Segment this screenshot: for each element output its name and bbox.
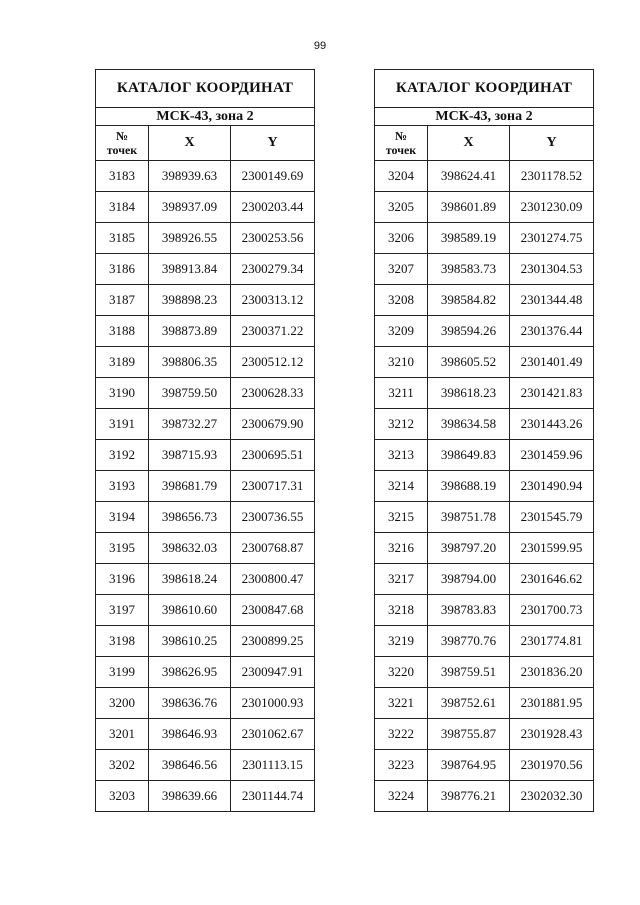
table-row <box>96 595 315 626</box>
point-number-cell: 3209 <box>375 316 428 347</box>
y-coordinate-cell: 2301881.95 <box>510 688 594 719</box>
y-coordinate-cell: 2301000.93 <box>231 688 315 719</box>
table-row <box>96 471 315 502</box>
table-row <box>96 750 315 781</box>
x-coordinate-cell: 398926.55 <box>149 223 231 254</box>
y-coordinate-cell: 2300203.44 <box>231 192 315 223</box>
x-coordinate-cell: 398639.66 <box>149 781 231 812</box>
point-number-cell: 3193 <box>96 471 149 502</box>
column-header-point-number <box>96 126 149 161</box>
x-coordinate-cell: 398636.76 <box>149 688 231 719</box>
column-header-y: Y <box>510 126 594 161</box>
y-coordinate-cell: 2301646.62 <box>510 564 594 595</box>
y-coordinate-cell: 2300512.12 <box>231 347 315 378</box>
x-coordinate-cell: 398656.73 <box>149 502 231 533</box>
y-coordinate-cell: 2301304.53 <box>510 254 594 285</box>
point-number-cell: 3216 <box>375 533 428 564</box>
table-row <box>96 502 315 533</box>
y-coordinate-cell: 2302032.30 <box>510 781 594 812</box>
number-sign: № <box>115 129 129 143</box>
x-coordinate-cell: 398806.35 <box>149 347 231 378</box>
point-number-cell: 3223 <box>375 750 428 781</box>
point-number-cell: 3184 <box>96 192 149 223</box>
catalog-zone: МСК-43, зона 2 <box>375 108 594 126</box>
table-row <box>96 440 315 471</box>
column-header-y: Y <box>231 126 315 161</box>
y-coordinate-cell: 2301774.81 <box>510 626 594 657</box>
column-header-point-number <box>375 126 428 161</box>
point-number-cell: 3185 <box>96 223 149 254</box>
x-coordinate-cell: 398797.20 <box>428 533 510 564</box>
table-row <box>375 285 594 316</box>
point-number-cell: 3189 <box>96 347 149 378</box>
point-number-cell: 3183 <box>96 161 149 192</box>
x-coordinate-cell: 398583.73 <box>428 254 510 285</box>
x-coordinate-cell: 398939.63 <box>149 161 231 192</box>
y-coordinate-cell: 2301144.74 <box>231 781 315 812</box>
point-number-cell: 3214 <box>375 471 428 502</box>
point-number-cell: 3212 <box>375 409 428 440</box>
y-coordinate-cell: 2301443.26 <box>510 409 594 440</box>
x-coordinate-cell: 398759.51 <box>428 657 510 688</box>
x-coordinate-cell: 398681.79 <box>149 471 231 502</box>
x-coordinate-cell: 398589.19 <box>428 223 510 254</box>
table-row <box>96 657 315 688</box>
y-coordinate-cell: 2301599.95 <box>510 533 594 564</box>
x-coordinate-cell: 398913.84 <box>149 254 231 285</box>
table-row <box>96 223 315 254</box>
point-number-cell: 3211 <box>375 378 428 409</box>
x-coordinate-cell: 398688.19 <box>428 471 510 502</box>
point-number-cell: 3207 <box>375 254 428 285</box>
table-row <box>96 192 315 223</box>
y-coordinate-cell: 2300899.25 <box>231 626 315 657</box>
x-coordinate-cell: 398618.24 <box>149 564 231 595</box>
x-coordinate-cell: 398594.26 <box>428 316 510 347</box>
y-coordinate-cell: 2301113.15 <box>231 750 315 781</box>
point-number-cell: 3206 <box>375 223 428 254</box>
y-coordinate-cell: 2300947.91 <box>231 657 315 688</box>
table-row <box>96 316 315 347</box>
y-coordinate-cell: 2300371.22 <box>231 316 315 347</box>
x-coordinate-cell: 398783.83 <box>428 595 510 626</box>
table-row <box>375 409 594 440</box>
coordinate-catalog-table-left <box>95 69 315 812</box>
coordinate-catalog-table-right <box>374 69 594 812</box>
table-row <box>375 471 594 502</box>
table-row <box>375 781 594 812</box>
table-row <box>96 533 315 564</box>
x-coordinate-cell: 398770.76 <box>428 626 510 657</box>
y-coordinate-cell: 2301178.52 <box>510 161 594 192</box>
x-coordinate-cell: 398584.82 <box>428 285 510 316</box>
table-row <box>375 564 594 595</box>
point-number-cell: 3194 <box>96 502 149 533</box>
y-coordinate-cell: 2301062.67 <box>231 719 315 750</box>
table-row <box>375 316 594 347</box>
x-coordinate-cell: 398601.89 <box>428 192 510 223</box>
x-coordinate-cell: 398610.60 <box>149 595 231 626</box>
table-row <box>375 626 594 657</box>
table-row <box>375 440 594 471</box>
y-coordinate-cell: 2300847.68 <box>231 595 315 626</box>
x-coordinate-cell: 398752.61 <box>428 688 510 719</box>
y-coordinate-cell: 2300628.33 <box>231 378 315 409</box>
column-header-x: X <box>428 126 510 161</box>
point-number-cell: 3191 <box>96 409 149 440</box>
point-number-cell: 3204 <box>375 161 428 192</box>
table-row <box>375 192 594 223</box>
point-number-cell: 3190 <box>96 378 149 409</box>
point-number-cell: 3210 <box>375 347 428 378</box>
points-word: точек <box>385 143 417 157</box>
point-number-cell: 3221 <box>375 688 428 719</box>
point-number-cell: 3196 <box>96 564 149 595</box>
x-coordinate-cell: 398776.21 <box>428 781 510 812</box>
point-number-cell: 3218 <box>375 595 428 626</box>
catalog-rows <box>96 161 315 812</box>
y-coordinate-cell: 2301836.20 <box>510 657 594 688</box>
x-coordinate-cell: 398626.95 <box>149 657 231 688</box>
table-row <box>375 347 594 378</box>
point-number-cell: 3187 <box>96 285 149 316</box>
point-number-cell: 3217 <box>375 564 428 595</box>
x-coordinate-cell: 398646.93 <box>149 719 231 750</box>
table-row <box>96 161 315 192</box>
point-number-cell: 3213 <box>375 440 428 471</box>
point-number-cell: 3219 <box>375 626 428 657</box>
x-coordinate-cell: 398937.09 <box>149 192 231 223</box>
table-row <box>375 161 594 192</box>
table-row <box>96 626 315 657</box>
x-coordinate-cell: 398755.87 <box>428 719 510 750</box>
y-coordinate-cell: 2301970.56 <box>510 750 594 781</box>
y-coordinate-cell: 2301230.09 <box>510 192 594 223</box>
x-coordinate-cell: 398649.83 <box>428 440 510 471</box>
x-coordinate-cell: 398794.00 <box>428 564 510 595</box>
table-row <box>375 533 594 564</box>
y-coordinate-cell: 2300313.12 <box>231 285 315 316</box>
point-number-cell: 3224 <box>375 781 428 812</box>
table-row <box>375 223 594 254</box>
y-coordinate-cell: 2301274.75 <box>510 223 594 254</box>
y-coordinate-cell: 2300768.87 <box>231 533 315 564</box>
catalog-rows <box>375 161 594 812</box>
x-coordinate-cell: 398732.27 <box>149 409 231 440</box>
x-coordinate-cell: 398618.23 <box>428 378 510 409</box>
table-row <box>96 564 315 595</box>
x-coordinate-cell: 398610.25 <box>149 626 231 657</box>
point-number-cell: 3205 <box>375 192 428 223</box>
y-coordinate-cell: 2300800.47 <box>231 564 315 595</box>
point-number-cell: 3203 <box>96 781 149 812</box>
y-coordinate-cell: 2301700.73 <box>510 595 594 626</box>
y-coordinate-cell: 2301421.83 <box>510 378 594 409</box>
point-number-cell: 3201 <box>96 719 149 750</box>
number-sign: № <box>394 129 408 143</box>
table-row <box>96 378 315 409</box>
x-coordinate-cell: 398634.58 <box>428 409 510 440</box>
y-coordinate-cell: 2301376.44 <box>510 316 594 347</box>
y-coordinate-cell: 2300679.90 <box>231 409 315 440</box>
table-row <box>96 688 315 719</box>
point-number-cell: 3188 <box>96 316 149 347</box>
point-number-cell: 3198 <box>96 626 149 657</box>
y-coordinate-cell: 2300253.56 <box>231 223 315 254</box>
point-number-cell: 3202 <box>96 750 149 781</box>
y-coordinate-cell: 2301344.48 <box>510 285 594 316</box>
x-coordinate-cell: 398646.56 <box>149 750 231 781</box>
table-row <box>375 254 594 285</box>
x-coordinate-cell: 398605.52 <box>428 347 510 378</box>
table-row <box>96 781 315 812</box>
x-coordinate-cell: 398764.95 <box>428 750 510 781</box>
catalog-zone: МСК-43, зона 2 <box>96 108 315 126</box>
points-word: точек <box>106 143 138 157</box>
y-coordinate-cell: 2300149.69 <box>231 161 315 192</box>
table-row <box>96 347 315 378</box>
x-coordinate-cell: 398715.93 <box>149 440 231 471</box>
y-coordinate-cell: 2301928.43 <box>510 719 594 750</box>
table-row <box>375 657 594 688</box>
y-coordinate-cell: 2301545.79 <box>510 502 594 533</box>
point-number-cell: 3186 <box>96 254 149 285</box>
table-row <box>375 688 594 719</box>
point-number-cell: 3195 <box>96 533 149 564</box>
x-coordinate-cell: 398873.89 <box>149 316 231 347</box>
x-coordinate-cell: 398751.78 <box>428 502 510 533</box>
y-coordinate-cell: 2300695.51 <box>231 440 315 471</box>
point-number-cell: 3220 <box>375 657 428 688</box>
x-coordinate-cell: 398759.50 <box>149 378 231 409</box>
catalog-title: КАТАЛОГ КООРДИНАТ <box>96 70 315 108</box>
table-row <box>96 409 315 440</box>
table-row <box>375 595 594 626</box>
point-number-cell: 3192 <box>96 440 149 471</box>
y-coordinate-cell: 2301459.96 <box>510 440 594 471</box>
table-row <box>96 285 315 316</box>
table-row <box>375 378 594 409</box>
point-number-cell: 3208 <box>375 285 428 316</box>
point-number-cell: 3200 <box>96 688 149 719</box>
table-row <box>375 719 594 750</box>
point-number-cell: 3215 <box>375 502 428 533</box>
page-number: 99 <box>313 40 327 52</box>
x-coordinate-cell: 398632.03 <box>149 533 231 564</box>
table-row <box>375 750 594 781</box>
x-coordinate-cell: 398898.23 <box>149 285 231 316</box>
column-header-x: X <box>149 126 231 161</box>
y-coordinate-cell: 2301490.94 <box>510 471 594 502</box>
table-row <box>375 502 594 533</box>
y-coordinate-cell: 2301401.49 <box>510 347 594 378</box>
point-number-cell: 3199 <box>96 657 149 688</box>
catalog-title: КАТАЛОГ КООРДИНАТ <box>375 70 594 108</box>
y-coordinate-cell: 2300736.55 <box>231 502 315 533</box>
table-row <box>96 719 315 750</box>
x-coordinate-cell: 398624.41 <box>428 161 510 192</box>
point-number-cell: 3222 <box>375 719 428 750</box>
table-row <box>96 254 315 285</box>
y-coordinate-cell: 2300279.34 <box>231 254 315 285</box>
point-number-cell: 3197 <box>96 595 149 626</box>
y-coordinate-cell: 2300717.31 <box>231 471 315 502</box>
